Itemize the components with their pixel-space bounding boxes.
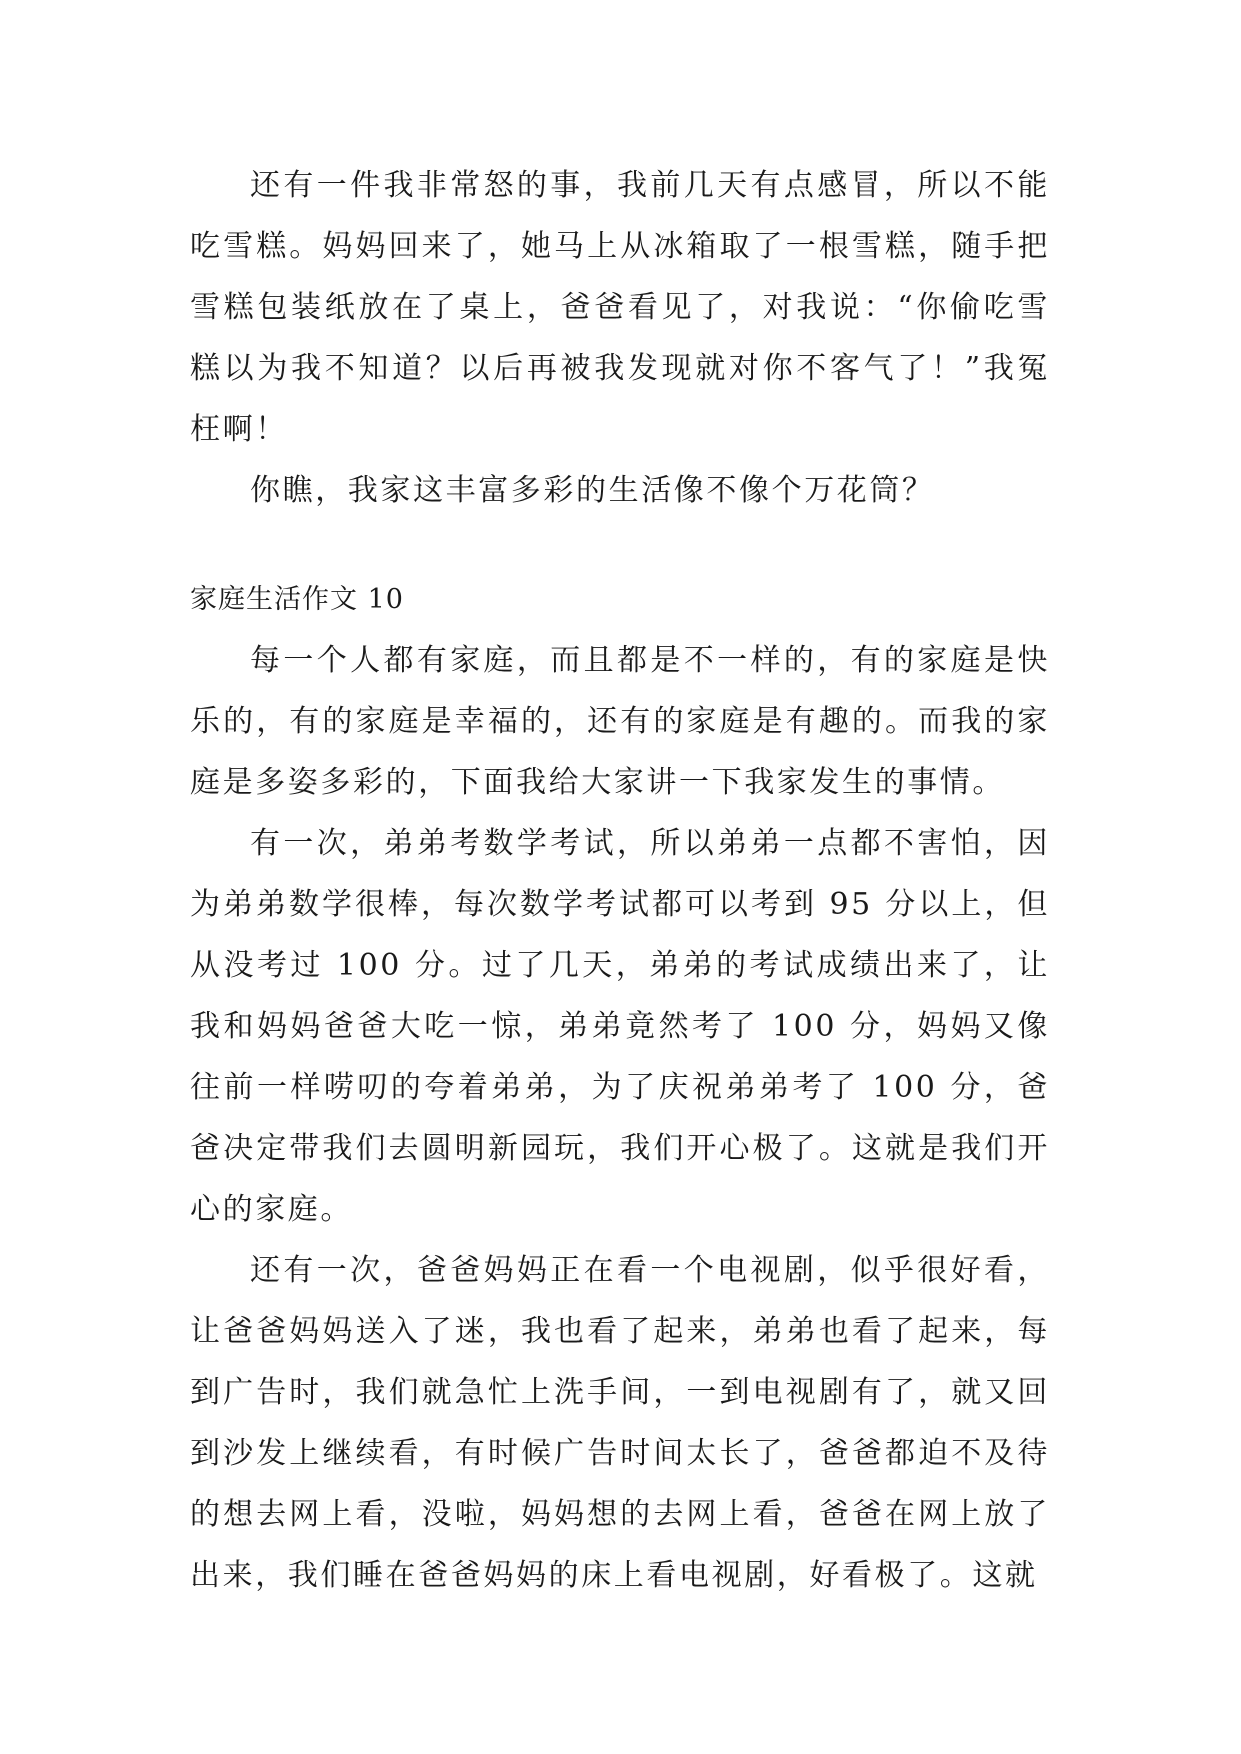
paragraph: 还有一件我非常怒的事，我前几天有点感冒，所以不能吃雪糕。妈妈回来了，她马上从冰箱取了一根雪糕，随手把雪糕包装纸放在了桌上，爸爸看见了，对我说：“你偷吃雪糕以为我不知道？以后再被我发现就对你不客气了！”我冤枉啊！	[190, 168, 1050, 447]
section-title: 家庭生活作文 10	[190, 584, 404, 615]
paragraph: 每一个人都有家庭，而且都是不一样的，有的家庭是快乐的，有的家庭是幸福的，还有的家庭是有趣的。而我的家庭是多姿多彩的，下面我给大家讲一下我家发生的事情。	[190, 643, 1050, 800]
paragraph: 有一次，弟弟考数学考试，所以弟弟一点都不害怕，因为弟弟数学很棒，每次数学考试都可以考到 95 分以上，但从没考过 100 分。过了几天，弟弟的考试成绩出来了，让我和妈妈爸爸大吃一惊，弟弟竟然考了 100 分，妈妈又像往前一样唠叨的夸着弟弟，为了庆祝弟弟考了 100 分，爸爸决定带我们去圆明新园玩，我们开心极了。这就是我们开心的家庭。	[190, 826, 1050, 1227]
document-page	[190, 155, 1050, 1606]
paragraph: 还有一次，爸爸妈妈正在看一个电视剧，似乎很好看，让爸爸妈妈送入了迷，我也看了起来，弟弟也看了起来，每到广告时，我们就急忙上洗手间，一到电视剧有了，就又回到沙发上继续看，有时候广告时间太长了，爸爸都迫不及待的想去网上看，没啦，妈妈想的去网上看，爸爸在网上放了出来，我们睡在爸爸妈妈的床上看电视剧，好看极了。这就	[190, 1253, 1050, 1593]
paragraph: 你瞧，我家这丰富多彩的生活像不像个万花筒？	[250, 473, 935, 508]
